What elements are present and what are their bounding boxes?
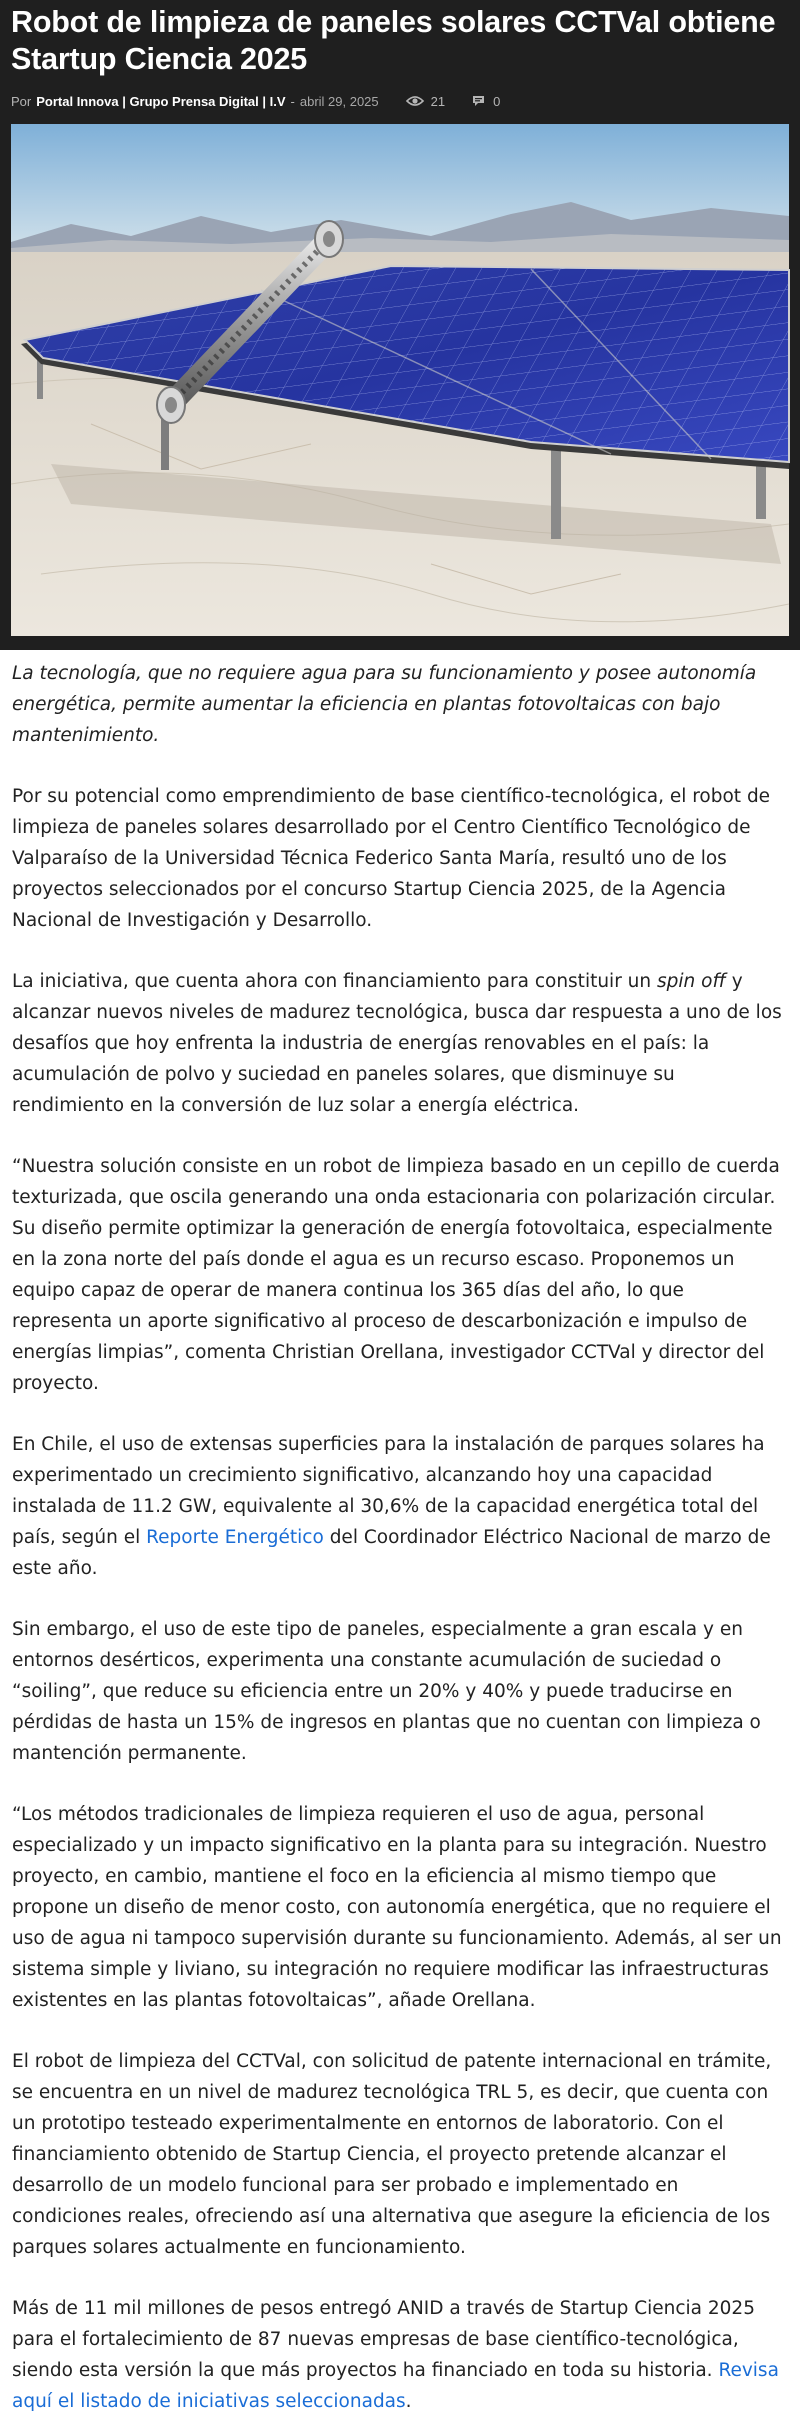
p4-text-before: En Chile, el uso de extensas superficies para la instalación de parques solares ha experimentado un crecimiento significativo, alcanzando hoy una capacidad instalada de 11.2 GW, equivalente al 30,6% de la capacidad energética total del país, según el	[12, 1434, 765, 1548]
views-value: 21	[430, 93, 446, 109]
paragraph-1: Por su potencial como emprendimiento de base científico-tecnológica, el robot de limpieza de paneles solares desarrollado por el Centro Científico Tecnológico de Valparaíso de la Universidad Técnica Federico Santa María, resultó uno de los proyectos seleccionados por el concurso Startup Ciencia 2025, de la Agencia Nacional de Investigación y Desarrollo.	[12, 786, 771, 931]
paragraph-2	[12, 966, 788, 1121]
iniciativas-seleccionadas-link[interactable]: Revisa aquí el listado de iniciativas seleccionadas	[12, 2360, 779, 2412]
paragraph-7: El robot de limpieza del CCTVal, con solicitud de patente internacional en trámite, se encuentra en un nivel de madurez tecnológica TRL 5, es decir, que cuenta con un prototipo testeado experimentalmente en entornos de laboratorio. Con el financiamiento obtenido de Startup Ciencia, el proyecto pretende alcanzar el desarrollo de un modelo funcional para ser probado e implementado en condiciones reales, ofreciendo así una alternativa que asegure la eficiencia de los parques solares actualmente en funcionamiento.	[12, 2051, 772, 2258]
paragraph-4	[12, 1429, 788, 1584]
paragraph-6: “Los métodos tradicionales de limpieza requieren el uso de agua, personal especializado y un impacto significativo en la planta para su integración. Nuestro proyecto, en cambio, mantiene el foco en la eficiencia al mismo tiempo que propone un diseño de menor costo, con autonomía energética, que no requiere el uso de agua ni tampoco supervisión durante su funcionamiento. Además, al ser un sistema simple y liviano, su integración no requiere modificar las infraestructuras existentes en las plantas fotovoltaicas”, añade Orellana.	[12, 1804, 782, 2011]
publish-date: abril 29, 2025	[299, 93, 379, 109]
comments-count[interactable]	[472, 94, 500, 109]
paragraph-3: “Nuestra solución consiste en un robot de limpieza basado en un cepillo de cuerda texturizada, que oscila generando una onda estacionaria con polarización circular. Su diseño permite optimizar la generación de energía fotovoltaica, especialmente en la zona norte del país donde el agua es un recurso escaso. Proponemos un equipo capaz de operar de manera continua los 365 días del año, lo que representa un aporte significativo al proceso de descarbonización e impulso de energías limpias”, comenta Christian Orellana, investigador CCTVal y director del proyecto.	[12, 1156, 780, 1394]
article-header	[0, 0, 800, 650]
comment-icon	[472, 95, 486, 107]
article-meta	[11, 90, 789, 112]
comments-value: 0	[493, 93, 501, 109]
p2-text-after: y alcanzar nuevos niveles de madurez tecnológica, busca dar respuesta a uno de los desafíos que hoy enfrenta la industria de energías renovables en el país: la acumulación de polvo y suciedad en paneles solares, que disminuye su rendimiento en la conversión de luz solar a energía eléctrica.	[12, 971, 782, 1116]
article-title: Robot de limpieza de paneles solares CCTVal obtiene Startup Ciencia 2025	[11, 5, 776, 76]
p2-text-before: La iniciativa, que cuenta ahora con financiamiento para constituir un	[12, 971, 658, 992]
hero-image	[11, 124, 789, 636]
paragraph-8	[12, 2293, 788, 2417]
meta-separator: -	[290, 93, 295, 109]
views-count	[406, 94, 445, 109]
p8-text-before: Más de 11 mil millones de pesos entregó ANID a través de Startup Ciencia 2025 para el fortalecimiento de 87 nuevas empresas de base científico-tecnológica, siendo esta versión la que más proyectos ha financiado en toda su historia.	[12, 2298, 755, 2381]
reporte-energetico-link[interactable]: Reporte Energético	[146, 1527, 324, 1548]
article-lead: La tecnología, que no requiere agua para su funcionamiento y posee autonomía energética, permite aumentar la eficiencia en plantas fotovoltaicas con bajo mantenimiento.	[12, 663, 757, 746]
by-label: Por	[11, 93, 32, 109]
p2-spin-off: spin off	[657, 971, 726, 992]
p8-text-after: .	[405, 2391, 412, 2412]
p4-text-after: del Coordinador Eléctrico Nacional de marzo de este año.	[12, 1527, 771, 1579]
article-body	[0, 650, 800, 2417]
hero-illustration	[11, 124, 789, 636]
paragraph-5: Sin embargo, el uso de este tipo de paneles, especialmente a gran escala y en entornos desérticos, experimenta una constante acumulación de suciedad o “soiling”, que reduce su eficiencia entre un 20% y 40% y puede traducirse en pérdidas de hasta un 15% de ingresos en plantas que no cuentan con limpieza o mantención permanente.	[12, 1619, 761, 1764]
author-link[interactable]: Portal Innova | Grupo Prensa Digital | I.V	[36, 93, 286, 109]
eye-icon	[406, 95, 424, 107]
